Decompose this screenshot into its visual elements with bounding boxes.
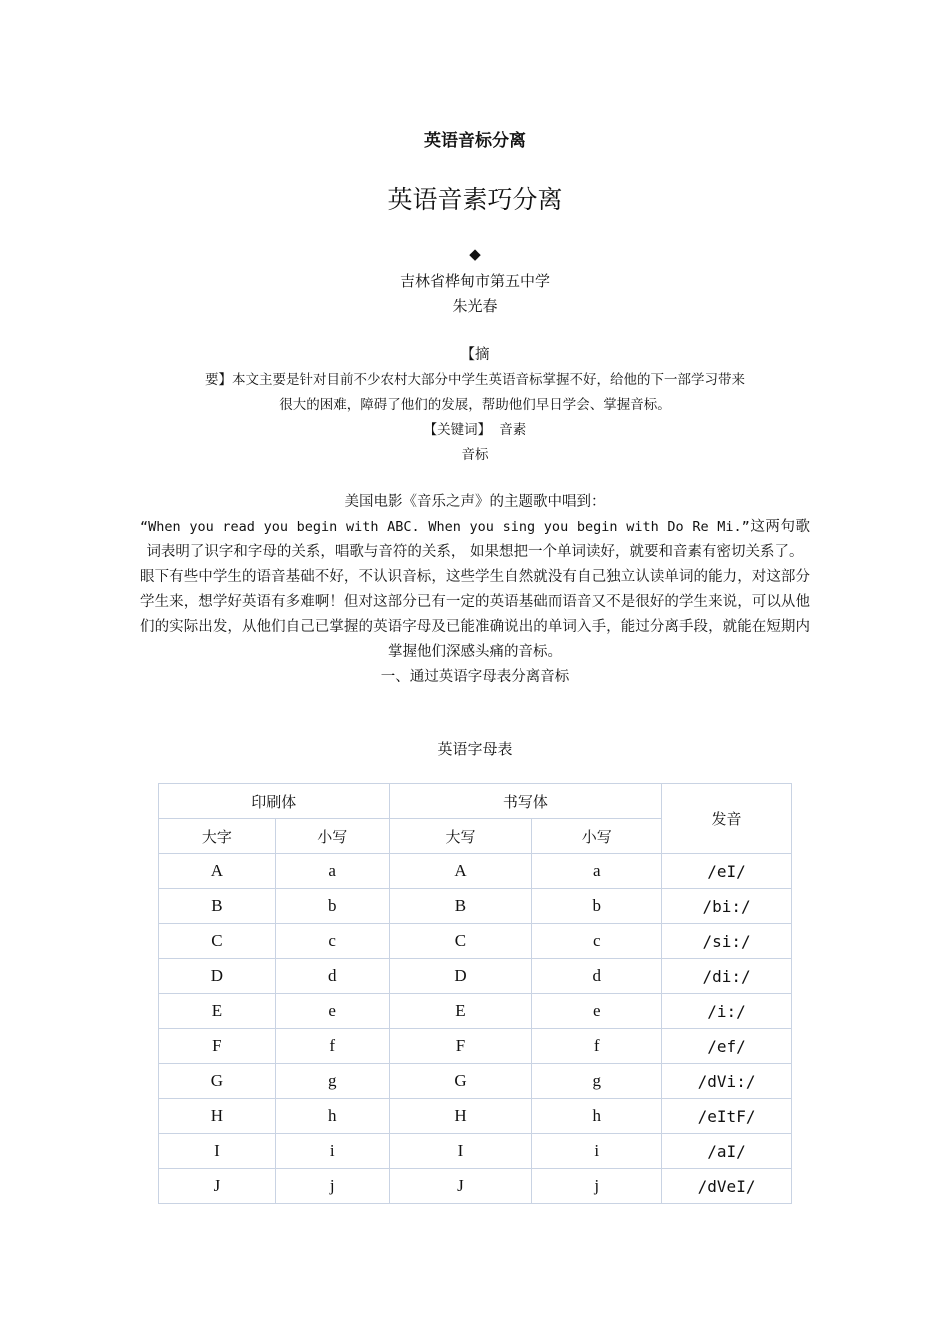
pronunciation-cell: /dVeI/	[662, 1169, 792, 1204]
body-paragraph: 眼下有些中学生的语音基础不好，不认识音标，这些学生自然就没有自己独立认读单词的能力，对这部分学生来，想学好英语有多难啊！但对这部分已有一定的英语基础而语音又不是很好的学生来说，可以从他们的实际出发，从他们自己已掌握的英语字母及已能准确说出的单词入手，能过分离手段，就能在短期内掌握他们深感头痛的音标。	[140, 569, 810, 660]
write-lower-cell: j	[532, 1169, 662, 1204]
write-upper-cell: J	[389, 1169, 532, 1204]
author-name: 朱光春	[452, 297, 498, 315]
subheader-write-upper: 大写	[389, 819, 532, 854]
print-lower-cell: c	[275, 924, 389, 959]
table-row	[159, 1099, 792, 1134]
abstract-line-1: 要】本文主要是针对目前不少农村大部分中学生英语音标掌握不好，给他的下一部学习带来	[205, 372, 745, 388]
print-upper-cell: F	[159, 1029, 276, 1064]
write-upper-cell: E	[389, 994, 532, 1029]
header-write-group: 书写体	[389, 784, 662, 819]
subheader-print-upper: 大字	[159, 819, 276, 854]
print-upper-cell: C	[159, 924, 276, 959]
print-upper-cell: I	[159, 1134, 276, 1169]
article-title: 英语音素巧分离	[387, 185, 563, 214]
print-upper-cell: H	[159, 1099, 276, 1134]
write-lower-cell: f	[532, 1029, 662, 1064]
print-lower-cell: f	[275, 1029, 389, 1064]
quote-explanation: 这两句歌词表明了识字和字母的关系，唱歌与音符的关系， 如果想把一个单词读好，就要和音素有密切关系了。	[146, 519, 811, 560]
write-lower-cell: i	[532, 1134, 662, 1169]
abstract-label: 【摘	[460, 347, 490, 363]
print-lower-cell: i	[275, 1134, 389, 1169]
write-lower-cell: a	[532, 854, 662, 889]
pronunciation-cell: /dVi:/	[662, 1064, 792, 1099]
header-pronunciation: 发音	[662, 784, 792, 854]
print-lower-cell: e	[275, 994, 389, 1029]
pronunciation-cell: /aI/	[662, 1134, 792, 1169]
subheader-write-lower: 小写	[532, 819, 662, 854]
print-lower-cell: j	[275, 1169, 389, 1204]
print-upper-cell: D	[159, 959, 276, 994]
write-upper-cell: G	[389, 1064, 532, 1099]
write-upper-cell: B	[389, 889, 532, 924]
subheader-print-lower: 小写	[275, 819, 389, 854]
print-upper-cell: G	[159, 1064, 276, 1099]
keywords-line-2: 音标	[461, 447, 489, 463]
keywords-line: 【关键词】 音素	[423, 422, 527, 438]
table-row	[159, 924, 792, 959]
print-upper-cell: E	[159, 994, 276, 1029]
write-lower-cell: b	[532, 889, 662, 924]
pronunciation-cell: /bi:/	[662, 889, 792, 924]
table-row	[159, 959, 792, 994]
body-section	[140, 490, 810, 690]
table-row	[159, 1134, 792, 1169]
table-header-row	[159, 784, 792, 819]
abstract-section	[140, 343, 810, 468]
print-upper-cell: B	[159, 889, 276, 924]
section-heading: 一、通过英语字母表分离音标	[380, 669, 570, 685]
table-row	[159, 1169, 792, 1204]
print-lower-cell: d	[275, 959, 389, 994]
document-header-title: 英语音标分离	[424, 131, 526, 150]
quote-paragraph	[140, 515, 810, 565]
print-upper-cell: J	[159, 1169, 276, 1204]
print-lower-cell: h	[275, 1099, 389, 1134]
author-school: 吉林省桦甸市第五中学	[399, 272, 550, 290]
pronunciation-cell: /di:/	[662, 959, 792, 994]
table-row	[159, 1064, 792, 1099]
write-upper-cell: D	[389, 959, 532, 994]
write-lower-cell: g	[532, 1064, 662, 1099]
pronunciation-cell: /eI/	[662, 854, 792, 889]
write-lower-cell: e	[532, 994, 662, 1029]
write-lower-cell: h	[532, 1099, 662, 1134]
pronunciation-cell: /i:/	[662, 994, 792, 1029]
intro-paragraph: 美国电影《音乐之声》的主题歌中唱到：	[344, 494, 606, 510]
write-lower-cell: c	[532, 924, 662, 959]
write-upper-cell: H	[389, 1099, 532, 1134]
diamond-icon: ◆	[469, 245, 481, 263]
header-print-group: 印刷体	[159, 784, 390, 819]
table-row	[159, 854, 792, 889]
table-row	[159, 994, 792, 1029]
write-upper-cell: I	[389, 1134, 532, 1169]
print-upper-cell: A	[159, 854, 276, 889]
pronunciation-cell: /eItF/	[662, 1099, 792, 1134]
write-lower-cell: d	[532, 959, 662, 994]
print-lower-cell: a	[275, 854, 389, 889]
write-upper-cell: C	[389, 924, 532, 959]
table-caption: 英语字母表	[437, 740, 513, 758]
print-lower-cell: g	[275, 1064, 389, 1099]
write-upper-cell: F	[389, 1029, 532, 1064]
pronunciation-cell: /ef/	[662, 1029, 792, 1064]
table-row	[159, 889, 792, 924]
write-upper-cell: A	[389, 854, 532, 889]
pronunciation-cell: /si:/	[662, 924, 792, 959]
abstract-line-2: 很大的困难，障碍了他们的发展，帮助他们早日学会、掌握音标。	[279, 397, 671, 413]
alphabet-table	[158, 783, 792, 1204]
table-row	[159, 1029, 792, 1064]
song-quote: “When you read you begin with ABC. When you sing you begin with Do Re Mi.”	[140, 519, 750, 535]
print-lower-cell: b	[275, 889, 389, 924]
